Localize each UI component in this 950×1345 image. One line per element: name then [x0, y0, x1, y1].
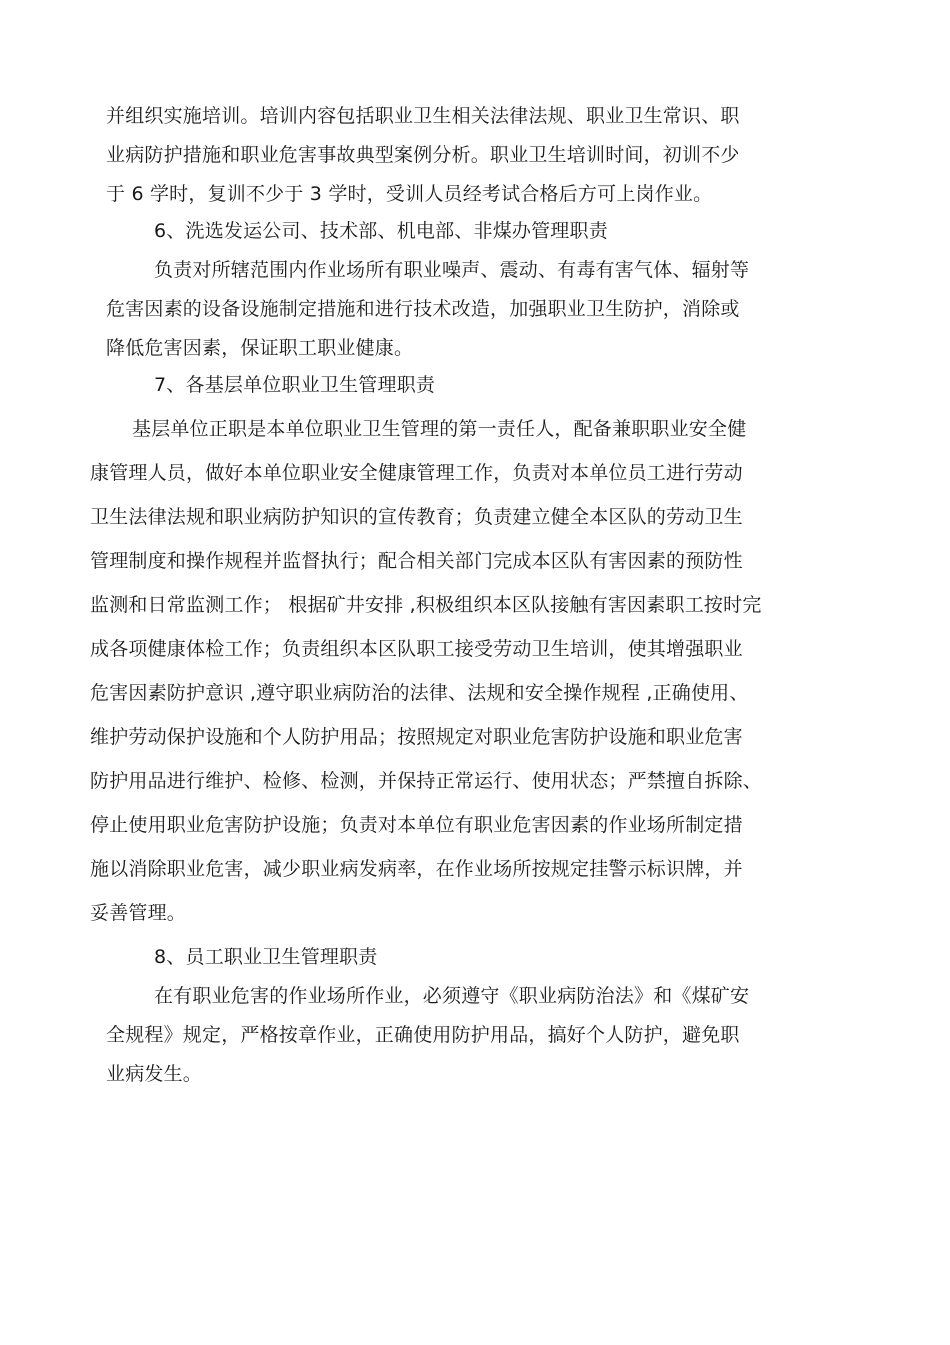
section-heading: 8、员工职业卫生管理职责 — [154, 946, 378, 968]
text-line: 停止使用职业危害防护设施；负责对本单位有职业危害因素的作业场所制定措 — [90, 814, 743, 836]
text-line: 在有职业危害的作业场所作业，必须遵守《职业病防治法》和《煤矿安 — [154, 985, 750, 1007]
text-line: 负责对所辖范围内作业场所有职业噪声、震动、有毒有害气体、辐射等 — [154, 259, 750, 281]
section-heading: 6、洗选发运公司、技术部、机电部、非煤办管理职责 — [154, 220, 608, 242]
text-line: 维护劳动保护设施和个人防护用品；按照规定对职业危害防护设施和职业危害 — [90, 726, 743, 748]
text-line: 降低危害因素，保证职工职业健康。 — [106, 337, 414, 359]
text-line: 监测和日常监测工作； 根据矿井安排 ,积极组织本区队接触有害因素职工按时完 — [90, 594, 762, 616]
section-heading: 7、各基层单位职业卫生管理职责 — [154, 374, 436, 396]
text-line: 施以消除职业危害，减少职业病发病率，在作业场所按规定挂警示标识牌，并 — [90, 858, 743, 880]
text-line: 基层单位正职是本单位职业卫生管理的第一责任人，配备兼职职业安全健 — [132, 418, 747, 440]
text-line: 于 6 学时，复训不少于 3 学时，受训人员经考试合格后方可上岗作业。 — [106, 183, 713, 205]
text-line: 危害因素防护意识 ,遵守职业病防治的法律、法规和安全操作规程 ,正确使用、 — [90, 682, 749, 704]
text-line: 康管理人员，做好本单位职业安全健康管理工作，负责对本单位员工进行劳动 — [90, 462, 743, 484]
text-line: 危害因素的设备设施制定措施和进行技术改造，加强职业卫生防护，消除或 — [106, 298, 740, 320]
text-line: 管理制度和操作规程并监督执行；配合相关部门完成本区队有害因素的预防性 — [90, 550, 743, 572]
text-line: 卫生法律法规和职业病防护知识的宣传教育；负责建立健全本区队的劳动卫生 — [90, 506, 743, 528]
text-line: 业病防护措施和职业危害事故典型案例分析。职业卫生培训时间，初训不少 — [106, 144, 740, 166]
text-line: 并组织实施培训。培训内容包括职业卫生相关法律法规、职业卫生常识、职 — [106, 105, 740, 127]
text-line: 成各项健康体检工作；负责组织本区队职工接受劳动卫生培训，使其增强职业 — [90, 638, 743, 660]
text-line: 业病发生。 — [106, 1063, 203, 1085]
text-line: 全规程》规定，严格按章作业，正确使用防护用品，搞好个人防护，避免职 — [106, 1024, 740, 1046]
text-line: 防护用品进行维护、检修、检测，并保持正常运行、使用状态；严禁擅自拆除、 — [90, 770, 763, 792]
text-line: 妥善管理。 — [90, 902, 187, 924]
